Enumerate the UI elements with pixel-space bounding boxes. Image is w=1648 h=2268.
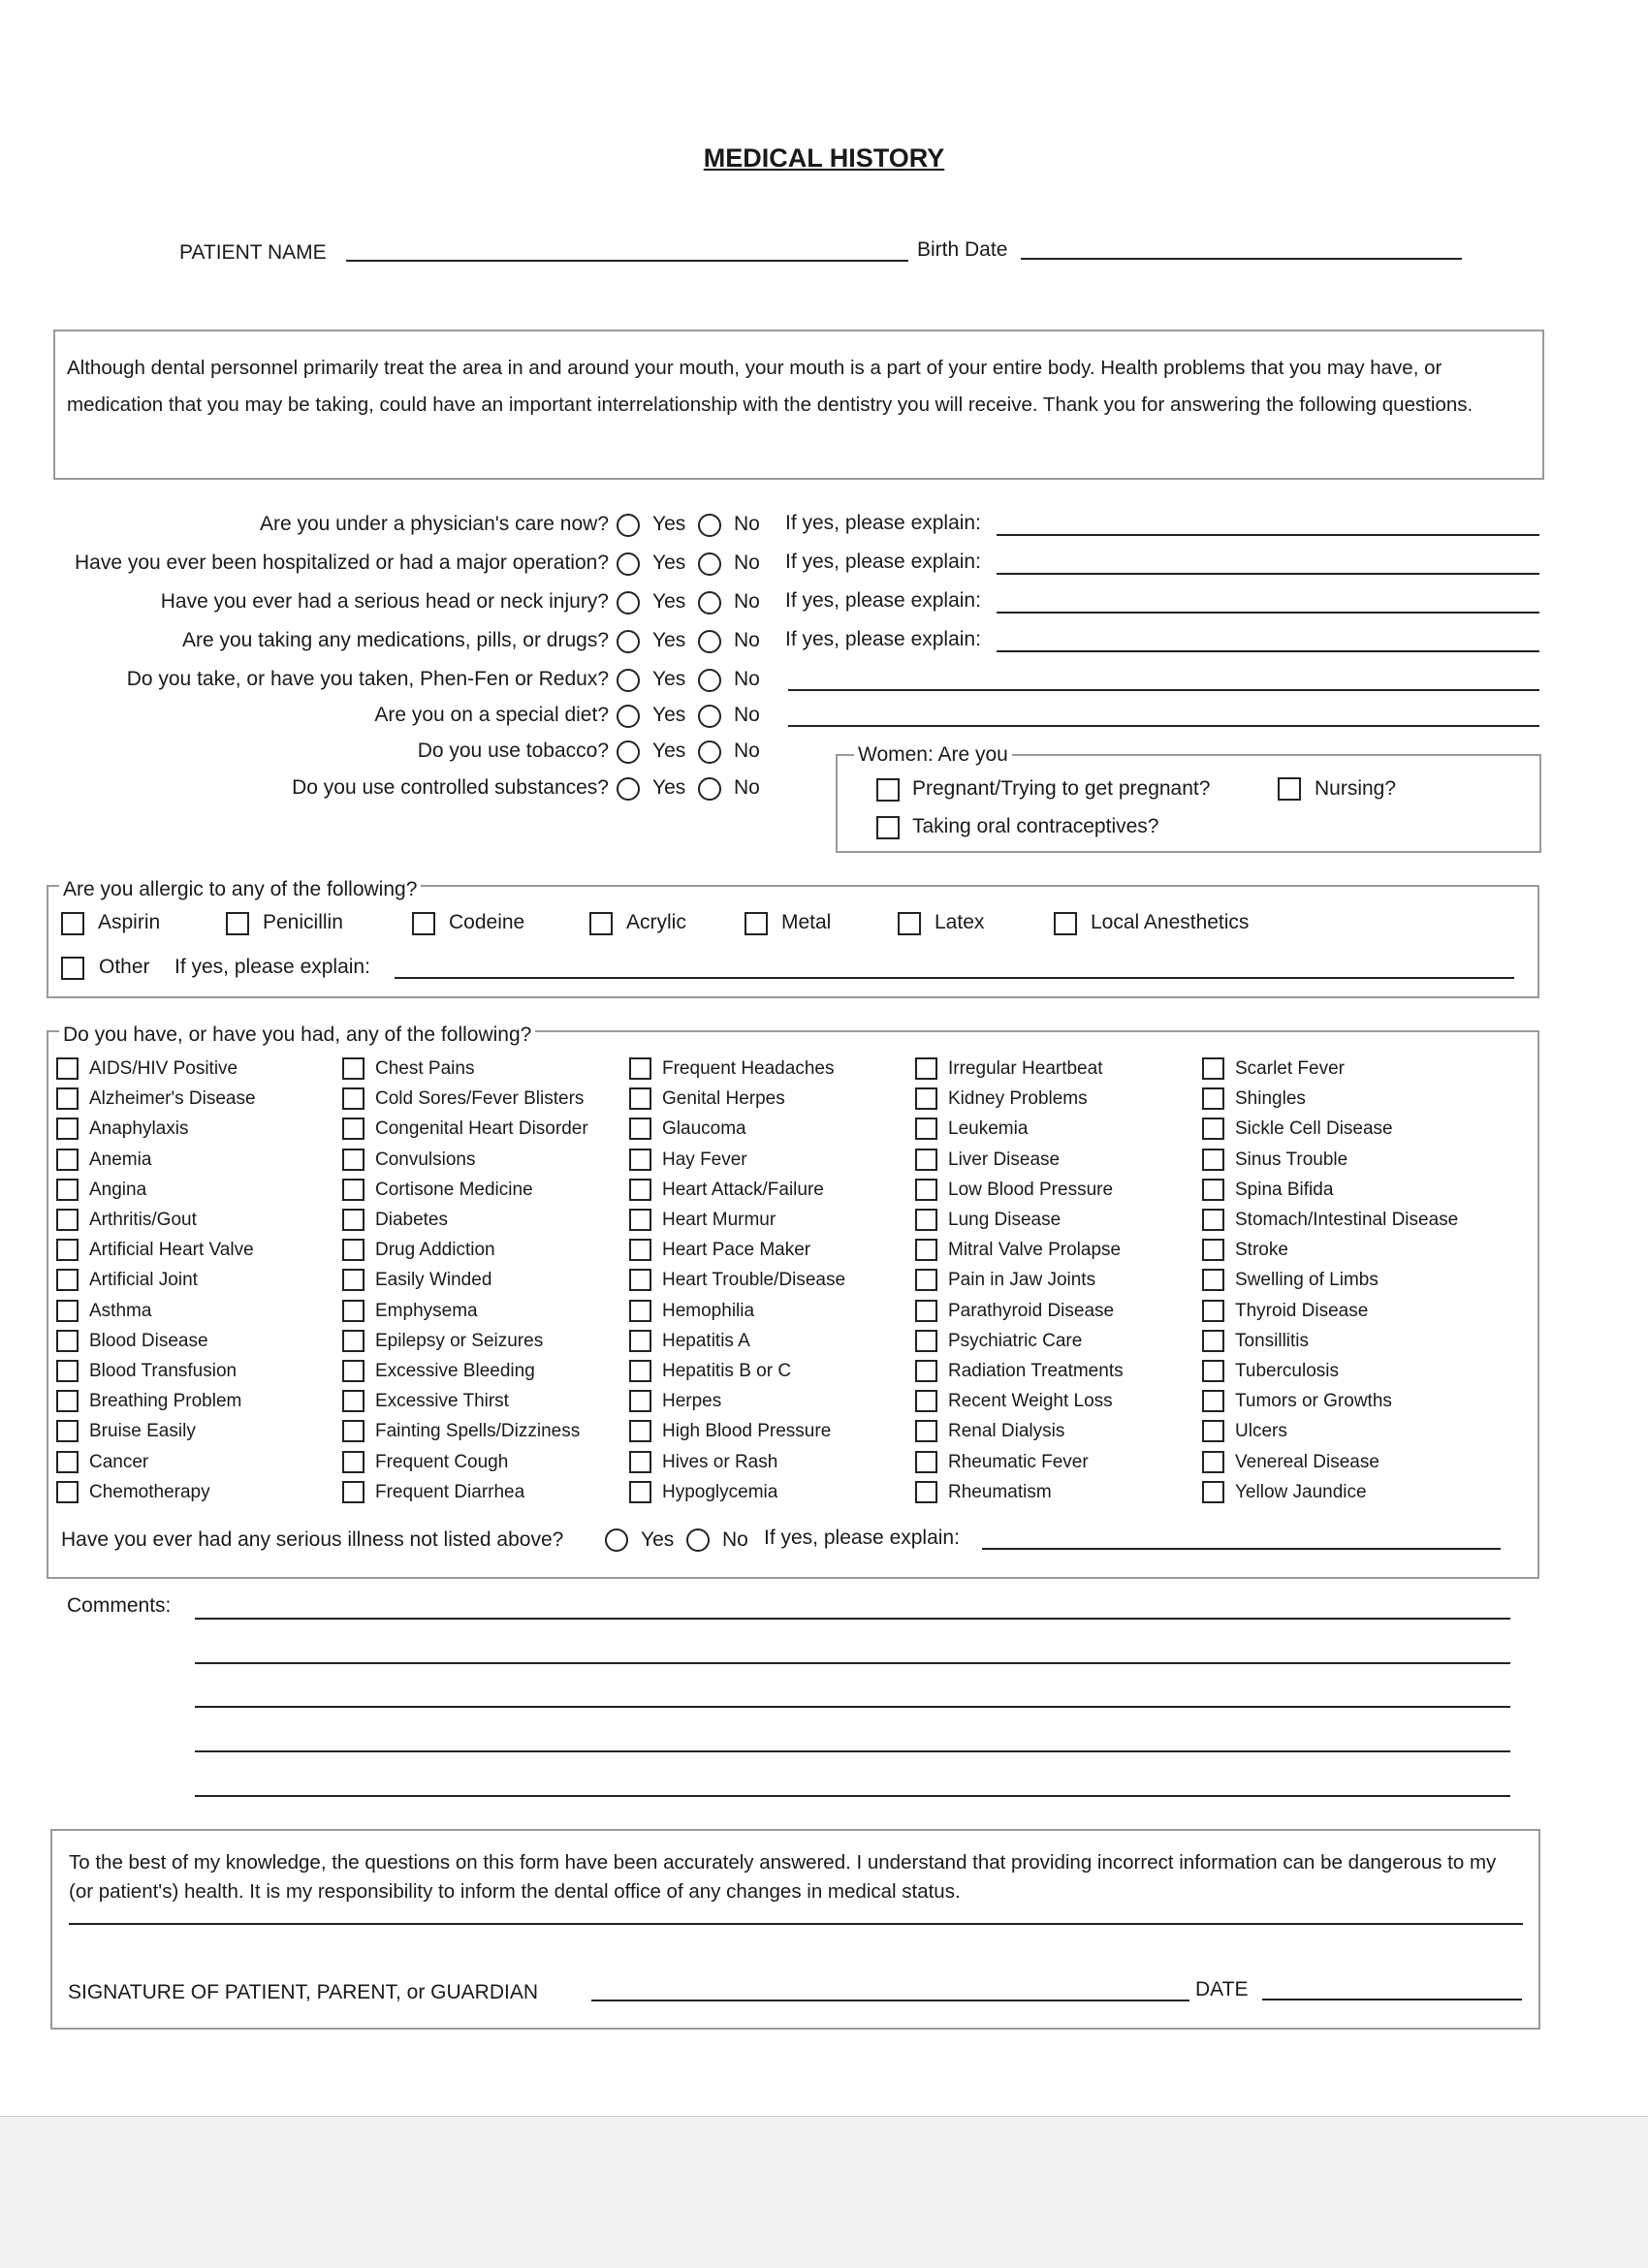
no-radio[interactable] xyxy=(698,777,721,801)
condition-label: Genital Herpes xyxy=(662,1088,785,1110)
condition-label: Artificial Joint xyxy=(89,1270,198,1291)
attestation-rule xyxy=(69,1923,1523,1925)
condition-checkbox[interactable] xyxy=(56,1300,79,1322)
birth-date-field[interactable] xyxy=(1021,258,1462,260)
condition-checkbox[interactable] xyxy=(629,1420,651,1442)
no-label: No xyxy=(734,629,760,651)
condition-checkbox[interactable] xyxy=(342,1420,364,1442)
allergy-label: Local Anesthetics xyxy=(1091,911,1250,933)
yes-label: Yes xyxy=(652,629,686,651)
allergies-legend: Are you allergic to any of the following? xyxy=(59,878,421,901)
condition-label: Stomach/Intestinal Disease xyxy=(1235,1210,1459,1230)
condition-label: Stroke xyxy=(1235,1240,1288,1261)
yes-label: Yes xyxy=(652,740,686,762)
condition-label: Drug Addiction xyxy=(375,1240,495,1261)
condition-checkbox[interactable] xyxy=(915,1390,937,1412)
serious-illness-explain-field[interactable] xyxy=(982,1548,1501,1550)
allergy-checkbox[interactable] xyxy=(412,912,435,935)
condition-label: Yellow Jaundice xyxy=(1235,1481,1367,1502)
condition-label: Lung Disease xyxy=(948,1210,1062,1230)
condition-label: Anemia xyxy=(89,1149,152,1170)
condition-checkbox[interactable] xyxy=(629,1481,651,1503)
condition-checkbox[interactable] xyxy=(342,1209,364,1231)
condition-checkbox[interactable] xyxy=(56,1118,79,1140)
condition-label: Arthritis/Gout xyxy=(89,1210,197,1230)
condition-label: Heart Trouble/Disease xyxy=(662,1270,846,1291)
no-radio[interactable] xyxy=(698,514,721,537)
yes-radio[interactable] xyxy=(617,591,640,614)
condition-label: Hives or Rash xyxy=(662,1451,778,1472)
signature-label: SIGNATURE OF PATIENT, PARENT, or GUARDIAN xyxy=(68,1981,538,2003)
condition-label: Renal Dialysis xyxy=(948,1421,1065,1442)
condition-checkbox[interactable] xyxy=(1202,1420,1224,1442)
condition-checkbox[interactable] xyxy=(342,1300,364,1322)
nursing-label: Nursing? xyxy=(1315,777,1397,800)
condition-label: Convulsions xyxy=(375,1149,476,1170)
allergy-checkbox[interactable] xyxy=(61,912,84,935)
yes-radio[interactable] xyxy=(617,630,640,653)
condition-checkbox[interactable] xyxy=(56,1481,79,1503)
condition-label: Glaucoma xyxy=(662,1118,746,1140)
condition-checkbox[interactable] xyxy=(629,1451,651,1473)
yes-label: Yes xyxy=(652,776,686,799)
no-label: No xyxy=(734,551,760,574)
condition-label: Tuberculosis xyxy=(1235,1361,1340,1381)
intro-box xyxy=(53,330,1544,480)
condition-label: Easily Winded xyxy=(375,1270,492,1291)
condition-checkbox[interactable] xyxy=(342,1481,364,1503)
allergy-label: Metal xyxy=(781,911,832,933)
condition-label: Anaphylaxis xyxy=(89,1118,189,1140)
condition-checkbox[interactable] xyxy=(1202,1118,1224,1140)
question-text: Have you ever been hospitalized or had a major operation? xyxy=(74,551,609,574)
condition-checkbox[interactable] xyxy=(1202,1330,1224,1352)
allergy-label: Penicillin xyxy=(263,911,343,933)
condition-checkbox[interactable] xyxy=(1202,1390,1224,1412)
explain-label: If yes, please explain: xyxy=(785,628,981,650)
condition-checkbox[interactable] xyxy=(56,1390,79,1412)
condition-checkbox[interactable] xyxy=(915,1057,937,1080)
explain-label: If yes, please explain: xyxy=(785,589,981,612)
condition-checkbox[interactable] xyxy=(629,1390,651,1412)
page-title: MEDICAL HISTORY xyxy=(703,143,945,173)
intro-text: Although dental personnel primarily treat the area in and around your mouth, your mouth is a part of your entire body. Health problems that you may have, or medication that you may be taking, could have an important interrelationship with the dentistry you will receive. Thank you for answering the following questions. xyxy=(67,357,1474,416)
allergy-label: Acrylic xyxy=(626,911,686,933)
no-label: No xyxy=(734,740,760,762)
condition-label: Heart Murmur xyxy=(662,1210,776,1230)
condition-label: Rheumatism xyxy=(948,1481,1052,1502)
pregnant-label: Pregnant/Trying to get pregnant? xyxy=(912,777,1211,800)
comments-line-5[interactable] xyxy=(195,1795,1510,1797)
yes-label: Yes xyxy=(652,551,686,574)
question-text: Do you take, or have you taken, Phen-Fen or Redux? xyxy=(126,668,609,690)
question-text: Have you ever had a serious head or neck injury? xyxy=(160,590,609,613)
condition-label: Swelling of Limbs xyxy=(1235,1270,1379,1291)
allergy-explain-field[interactable] xyxy=(395,977,1514,979)
condition-checkbox[interactable] xyxy=(629,1300,651,1322)
condition-label: Heart Attack/Failure xyxy=(662,1179,824,1200)
condition-checkbox[interactable] xyxy=(1202,1300,1224,1322)
allergy-checkbox[interactable] xyxy=(898,912,921,935)
condition-checkbox[interactable] xyxy=(629,1330,651,1352)
condition-checkbox[interactable] xyxy=(56,1209,79,1231)
condition-label: Hepatitis A xyxy=(662,1330,750,1351)
patient-name-label: PATIENT NAME xyxy=(179,241,327,264)
pregnant-checkbox[interactable] xyxy=(876,778,900,802)
comments-line-1[interactable] xyxy=(195,1618,1510,1620)
contraceptives-label: Taking oral contraceptives? xyxy=(912,815,1159,837)
condition-label: Venereal Disease xyxy=(1235,1451,1379,1472)
no-radio[interactable] xyxy=(698,740,721,764)
condition-checkbox[interactable] xyxy=(629,1118,651,1140)
condition-checkbox[interactable] xyxy=(342,1118,364,1140)
no-label: No xyxy=(734,590,760,613)
allergy-label: Latex xyxy=(935,911,985,933)
question-text: Do you use controlled substances? xyxy=(292,776,609,799)
condition-label: Rheumatic Fever xyxy=(948,1451,1089,1472)
comments-label: Comments: xyxy=(67,1594,172,1617)
condition-checkbox[interactable] xyxy=(342,1390,364,1412)
explain-field[interactable] xyxy=(788,689,1539,691)
condition-label: Cancer xyxy=(89,1451,149,1472)
condition-checkbox[interactable] xyxy=(56,1330,79,1352)
condition-checkbox[interactable] xyxy=(1202,1087,1224,1110)
condition-label: Congenital Heart Disorder xyxy=(375,1118,588,1140)
condition-checkbox[interactable] xyxy=(342,1360,364,1382)
allergy-checkbox[interactable] xyxy=(226,912,249,935)
condition-checkbox[interactable] xyxy=(1202,1451,1224,1473)
explain-field[interactable] xyxy=(997,612,1539,614)
question-text: Are you taking any medications, pills, or drugs? xyxy=(181,629,609,651)
condition-label: Angina xyxy=(89,1179,147,1200)
condition-label: Psychiatric Care xyxy=(948,1330,1083,1351)
condition-checkbox[interactable] xyxy=(1202,1269,1224,1291)
explain-field[interactable] xyxy=(997,573,1539,575)
patient-name-field[interactable] xyxy=(346,260,908,262)
condition-checkbox[interactable] xyxy=(56,1269,79,1291)
condition-label: Emphysema xyxy=(375,1300,478,1321)
condition-checkbox[interactable] xyxy=(56,1451,79,1473)
serious-illness-yes-label: Yes xyxy=(641,1528,675,1551)
condition-checkbox[interactable] xyxy=(915,1300,937,1322)
condition-label: Mitral Valve Prolapse xyxy=(948,1240,1122,1261)
condition-label: Excessive Bleeding xyxy=(375,1361,535,1381)
condition-checkbox[interactable] xyxy=(915,1360,937,1382)
condition-checkbox[interactable] xyxy=(1202,1481,1224,1503)
condition-label: Shingles xyxy=(1235,1088,1306,1110)
condition-label: Artificial Heart Valve xyxy=(89,1240,254,1261)
explain-label: If yes, please explain: xyxy=(785,512,981,534)
condition-label: Sinus Trouble xyxy=(1235,1149,1348,1170)
explain-label: If yes, please explain: xyxy=(785,551,981,573)
condition-checkbox[interactable] xyxy=(342,1330,364,1352)
serious-illness-explain-label: If yes, please explain: xyxy=(764,1527,960,1549)
condition-label: Fainting Spells/Dizziness xyxy=(375,1421,581,1442)
condition-checkbox[interactable] xyxy=(915,1269,937,1291)
allergy-other-checkbox[interactable] xyxy=(61,957,84,980)
condition-label: Frequent Headaches xyxy=(662,1058,835,1079)
condition-label: Hay Fever xyxy=(662,1149,747,1170)
condition-checkbox[interactable] xyxy=(342,1451,364,1473)
serious-illness-no-label: No xyxy=(722,1528,748,1551)
condition-checkbox[interactable] xyxy=(915,1481,937,1503)
no-label: No xyxy=(734,776,760,799)
condition-checkbox[interactable] xyxy=(1202,1149,1224,1171)
condition-checkbox[interactable] xyxy=(1202,1360,1224,1382)
yes-label: Yes xyxy=(652,668,686,690)
no-label: No xyxy=(734,704,760,726)
condition-label: Thyroid Disease xyxy=(1235,1300,1369,1321)
yes-radio[interactable] xyxy=(617,777,640,801)
nursing-checkbox[interactable] xyxy=(1278,777,1301,801)
condition-label: Diabetes xyxy=(375,1210,448,1230)
condition-label: Epilepsy or Seizures xyxy=(375,1330,544,1351)
no-label: No xyxy=(734,513,760,535)
condition-label: Tumors or Growths xyxy=(1235,1391,1392,1412)
condition-label: Blood Disease xyxy=(89,1330,208,1351)
condition-label: Herpes xyxy=(662,1391,722,1412)
signature-field[interactable] xyxy=(591,2000,1189,2001)
yes-label: Yes xyxy=(652,704,686,726)
birth-date-label: Birth Date xyxy=(917,238,1008,261)
allergy-checkbox[interactable] xyxy=(745,912,768,935)
condition-label: Cortisone Medicine xyxy=(375,1179,533,1200)
yes-radio[interactable] xyxy=(617,514,640,537)
condition-checkbox[interactable] xyxy=(915,1149,937,1171)
scan-bottom-margin xyxy=(0,2116,1648,2268)
no-radio[interactable] xyxy=(698,669,721,692)
condition-label: Sickle Cell Disease xyxy=(1235,1118,1393,1140)
question-text: Are you under a physician's care now? xyxy=(259,513,609,535)
condition-label: Liver Disease xyxy=(948,1149,1061,1170)
allergy-checkbox[interactable] xyxy=(1054,912,1077,935)
condition-label: Frequent Cough xyxy=(375,1451,509,1472)
conditions-legend: Do you have, or have you had, any of the following? xyxy=(59,1024,535,1047)
condition-checkbox[interactable] xyxy=(342,1087,364,1110)
condition-checkbox[interactable] xyxy=(629,1179,651,1201)
yes-radio[interactable] xyxy=(617,552,640,576)
condition-label: Hypoglycemia xyxy=(662,1481,778,1502)
no-radio[interactable] xyxy=(698,552,721,576)
condition-checkbox[interactable] xyxy=(915,1451,937,1473)
condition-checkbox[interactable] xyxy=(629,1149,651,1171)
condition-label: Ulcers xyxy=(1235,1421,1287,1442)
serious-illness-yes-radio[interactable] xyxy=(605,1528,628,1552)
condition-label: Parathyroid Disease xyxy=(948,1300,1115,1321)
condition-checkbox[interactable] xyxy=(629,1360,651,1382)
condition-label: Hemophilia xyxy=(662,1300,755,1321)
allergies-box xyxy=(47,885,1539,998)
question-text: Do you use tobacco? xyxy=(417,740,609,762)
condition-label: Frequent Diarrhea xyxy=(375,1481,525,1502)
no-radio[interactable] xyxy=(698,705,721,728)
comments-line-2[interactable] xyxy=(195,1662,1510,1664)
question-text: Are you on a special diet? xyxy=(374,704,609,726)
explain-field[interactable] xyxy=(997,534,1539,536)
comments-line-3[interactable] xyxy=(195,1706,1510,1708)
contraceptives-checkbox[interactable] xyxy=(876,816,900,839)
comments-line-4[interactable] xyxy=(195,1750,1510,1752)
condition-label: High Blood Pressure xyxy=(662,1421,832,1442)
condition-label: Breathing Problem xyxy=(89,1391,242,1412)
condition-label: Irregular Heartbeat xyxy=(948,1058,1103,1079)
date-label: DATE xyxy=(1195,1978,1249,2000)
condition-label: Scarlet Fever xyxy=(1235,1058,1345,1079)
no-radio[interactable] xyxy=(698,630,721,653)
condition-checkbox[interactable] xyxy=(629,1057,651,1080)
condition-checkbox[interactable] xyxy=(1202,1179,1224,1201)
yes-radio[interactable] xyxy=(617,705,640,728)
no-label: No xyxy=(734,668,760,690)
women-legend: Women: Are you xyxy=(854,743,1012,767)
condition-label: Leukemia xyxy=(948,1118,1029,1140)
condition-checkbox[interactable] xyxy=(342,1149,364,1171)
condition-checkbox[interactable] xyxy=(56,1149,79,1171)
condition-checkbox[interactable] xyxy=(56,1239,79,1261)
condition-checkbox[interactable] xyxy=(342,1179,364,1201)
allergy-explain-label: If yes, please explain: xyxy=(174,956,370,978)
condition-checkbox[interactable] xyxy=(342,1269,364,1291)
allergy-label: Aspirin xyxy=(98,911,161,933)
condition-label: Chemotherapy xyxy=(89,1481,210,1502)
condition-checkbox[interactable] xyxy=(629,1087,651,1110)
condition-label: Tonsillitis xyxy=(1235,1330,1310,1351)
condition-label: Recent Weight Loss xyxy=(948,1391,1113,1412)
allergy-other-label: Other xyxy=(99,956,150,978)
yes-label: Yes xyxy=(652,590,686,613)
yes-label: Yes xyxy=(652,513,686,535)
condition-checkbox[interactable] xyxy=(56,1360,79,1382)
explain-field[interactable] xyxy=(997,650,1539,652)
date-field[interactable] xyxy=(1262,1999,1522,2000)
condition-label: Radiation Treatments xyxy=(948,1361,1124,1381)
condition-checkbox[interactable] xyxy=(915,1118,937,1140)
condition-label: Cold Sores/Fever Blisters xyxy=(375,1088,585,1110)
explain-field[interactable] xyxy=(788,725,1539,727)
serious-illness-no-radio[interactable] xyxy=(686,1528,710,1552)
condition-checkbox[interactable] xyxy=(1202,1239,1224,1261)
condition-checkbox[interactable] xyxy=(56,1420,79,1442)
yes-radio[interactable] xyxy=(617,669,640,692)
attestation-text: To the best of my knowledge, the questions on this form have been accurately answered. I understand that providing incorrect information can be dangerous to my (or patient's) health. It is my responsibility to inform the dental office of any changes in medical status. xyxy=(69,1851,1497,1903)
condition-checkbox[interactable] xyxy=(629,1239,651,1261)
condition-checkbox[interactable] xyxy=(915,1087,937,1110)
condition-checkbox[interactable] xyxy=(342,1239,364,1261)
condition-label: Alzheimer's Disease xyxy=(89,1088,256,1110)
condition-label: Hepatitis B or C xyxy=(662,1361,792,1381)
condition-checkbox[interactable] xyxy=(629,1269,651,1291)
condition-label: Chest Pains xyxy=(375,1058,475,1079)
condition-label: Heart Pace Maker xyxy=(662,1240,811,1261)
condition-checkbox[interactable] xyxy=(56,1057,79,1080)
condition-label: Spina Bifida xyxy=(1235,1179,1334,1200)
serious-illness-question: Have you ever had any serious illness not listed above? xyxy=(61,1528,564,1551)
condition-checkbox[interactable] xyxy=(56,1179,79,1201)
allergy-checkbox[interactable] xyxy=(589,912,613,935)
condition-checkbox[interactable] xyxy=(56,1087,79,1110)
condition-checkbox[interactable] xyxy=(915,1330,937,1352)
condition-checkbox[interactable] xyxy=(915,1179,937,1201)
no-radio[interactable] xyxy=(698,591,721,614)
condition-label: Bruise Easily xyxy=(89,1421,196,1442)
condition-label: Pain in Jaw Joints xyxy=(948,1270,1096,1291)
condition-checkbox[interactable] xyxy=(1202,1057,1224,1080)
condition-label: Excessive Thirst xyxy=(375,1391,509,1412)
condition-label: Blood Transfusion xyxy=(89,1361,238,1381)
condition-checkbox[interactable] xyxy=(1202,1209,1224,1231)
condition-label: Kidney Problems xyxy=(948,1088,1088,1110)
condition-checkbox[interactable] xyxy=(342,1057,364,1080)
condition-label: AIDS/HIV Positive xyxy=(89,1058,238,1079)
condition-checkbox[interactable] xyxy=(915,1420,937,1442)
condition-checkbox[interactable] xyxy=(915,1239,937,1261)
condition-label: Low Blood Pressure xyxy=(948,1179,1114,1200)
allergy-label: Codeine xyxy=(449,911,525,933)
condition-checkbox[interactable] xyxy=(629,1209,651,1231)
yes-radio[interactable] xyxy=(617,740,640,764)
condition-checkbox[interactable] xyxy=(915,1209,937,1231)
condition-label: Asthma xyxy=(89,1300,152,1321)
